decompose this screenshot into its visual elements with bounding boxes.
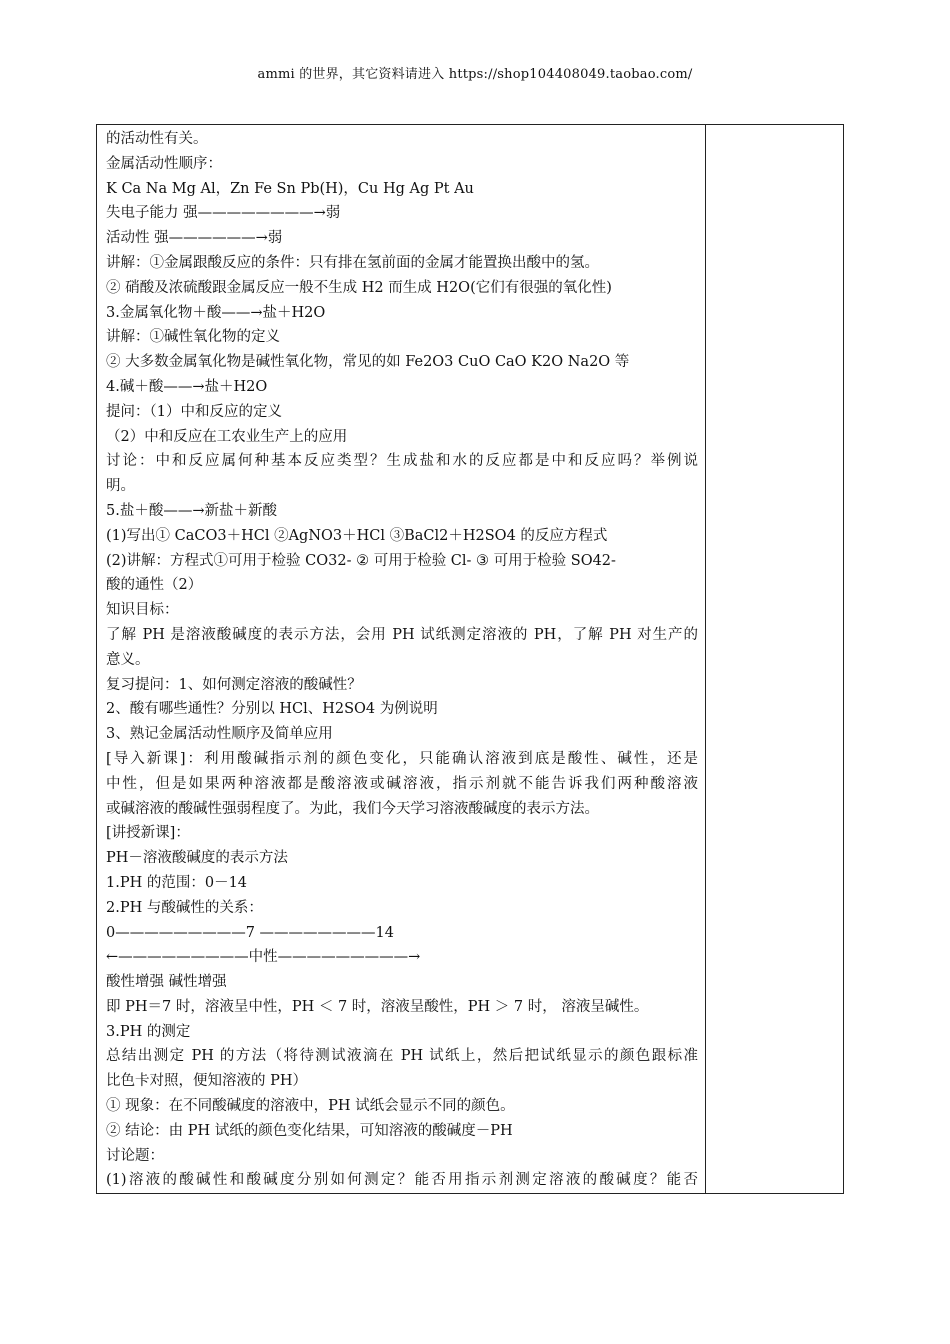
- text-line: (2)讲解：方程式①可用于检验 CO32- ② 可用于检验 Cl- ③ 可用于检验 SO42-: [106, 552, 616, 569]
- text-line: 金属活动性顺序：: [106, 155, 222, 172]
- table-column-divider: [705, 124, 706, 1194]
- text-line: 3、熟记金属活动性顺序及简单应用: [106, 726, 333, 743]
- text-line: ② 结论：由 PH 试纸的颜色变化结果，可知溶液的酸碱度－PH: [106, 1122, 513, 1139]
- text-line: 4.碱＋酸——→盐＋H2O: [106, 378, 268, 395]
- text-line: ① 现象：在不同酸碱度的溶液中，PH 试纸会显示不同的颜色。: [106, 1098, 515, 1115]
- text-line: [讲授新课]：: [106, 825, 190, 842]
- text-line: 2.PH 与酸碱性的关系：: [106, 899, 263, 916]
- page-header: ammi 的世界，其它资料请进入 https://shop104408049.taobao.com/: [257, 67, 693, 82]
- text-line: 提问：（1）中和反应的定义: [106, 403, 282, 420]
- text-line: 2、酸有哪些通性？分别以 HCl、H2SO4 为例说明: [106, 701, 438, 718]
- text-line: 复习提问：1、如何测定溶液的酸碱性？: [106, 676, 362, 693]
- text-line: ② 大多数金属氧化物是碱性氧化物，常见的如 Fe2O3 CuO CaO K2O Na2O 等: [106, 354, 630, 371]
- ph-scale-line: 0—————————7 ————————14: [106, 924, 395, 941]
- text-line: 明。: [106, 478, 135, 495]
- text-line: 酸性增强 碱性增强: [106, 974, 227, 991]
- text-line: 讲解：①碱性氧化物的定义: [106, 329, 280, 346]
- text-line: 活动性 强——————→弱: [106, 230, 283, 247]
- text-line: PH－溶液酸碱度的表示方法: [106, 850, 288, 867]
- text-line: 讨论题：: [106, 1147, 164, 1164]
- text-line: 比色卡对照，便知溶液的 PH）: [106, 1073, 308, 1090]
- text-line: 总结出测定 PH 的方法（将待测试液滴在 PH 试纸上，然后把试纸显示的颜色跟标准: [106, 1048, 698, 1065]
- text-line: 3.金属氧化物＋酸——→盐＋H2O: [106, 304, 326, 321]
- lesson-content: [106, 127, 698, 1193]
- text-line: 中性，但是如果两种溶液都是酸溶液或碱溶液，指示剂就不能告诉我们两种酸溶液: [106, 775, 698, 792]
- text-line: 讨论：中和反应属何种基本反应类型？生成盐和水的反应都是中和反应吗？举例说: [106, 453, 698, 470]
- text-line: 或碱溶液的酸碱性强弱程度了。为此，我们今天学习溶液酸碱度的表示方法。: [106, 800, 599, 817]
- text-line: [导入新课]：利用酸碱指示剂的颜色变化，只能确认溶液到底是酸性、碱性，还是: [106, 750, 698, 767]
- text-line: 失电子能力 强————————→弱: [106, 205, 341, 222]
- text-line: 意义。: [106, 651, 150, 668]
- text-line: (1)溶液的酸碱性和酸碱度分别如何测定？能否用指示剂测定溶液的酸碱度？能否: [106, 1172, 698, 1189]
- text-line: 了解 PH 是溶液酸碱度的表示方法，会用 PH 试纸测定溶液的 PH，了解 PH 对生产的: [106, 626, 698, 643]
- ph-neutral-arrow-line: ←—————————中性—————————→: [106, 949, 421, 966]
- text-line: (1)写出① CaCO3＋HCl ②AgNO3＋HCl ③BaCl2＋H2SO4 的反应方程式: [106, 527, 608, 544]
- text-line: 即 PH＝7 时，溶液呈中性，PH ＜ 7 时，溶液呈酸性，PH ＞ 7 时， 溶液呈碱性。: [106, 998, 649, 1015]
- text-line: K Ca Na Mg Al，Zn Fe Sn Pb(H)，Cu Hg Ag Pt Au: [106, 180, 474, 197]
- text-line: 讲解：①金属跟酸反应的条件：只有排在氢前面的金属才能置换出酸中的氢。: [106, 254, 599, 271]
- text-line: （2）中和反应在工农业生产上的应用: [106, 428, 348, 445]
- text-line: 5.盐＋酸——→新盐＋新酸: [106, 502, 277, 519]
- text-line: ② 硝酸及浓硫酸跟金属反应一般不生成 H2 而生成 H2O(它们有很强的氧化性): [106, 279, 612, 296]
- text-line: 知识目标：: [106, 602, 179, 619]
- text-line: 酸的通性（2）: [106, 577, 203, 594]
- text-line: 3.PH 的测定: [106, 1023, 191, 1040]
- text-line: 的活动性有关。: [106, 131, 208, 147]
- text-line: 1.PH 的范围：0－14: [106, 874, 248, 891]
